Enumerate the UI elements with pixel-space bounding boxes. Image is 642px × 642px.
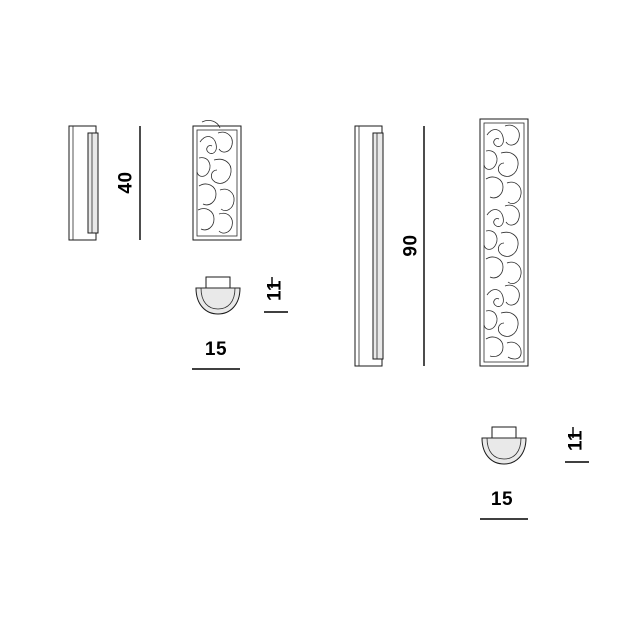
large-luminaire-side-view: [355, 126, 383, 366]
dimension-label-large-width: 15: [490, 489, 514, 510]
dimension-label-small-depth: 11: [264, 279, 286, 302]
dimension-label-large-height: 90: [400, 234, 422, 257]
dimension-label-large-depth: 11: [565, 429, 587, 452]
large-luminaire-top-view: [482, 427, 526, 464]
dimension-label-small-height: 40: [115, 171, 137, 194]
large-luminaire-front-view: [480, 119, 528, 366]
dimension-label-small-width: 15: [204, 339, 228, 360]
small-luminaire-side-view: [69, 126, 98, 240]
small-luminaire-top-view: [196, 277, 240, 314]
small-luminaire-front-view: [193, 120, 241, 240]
